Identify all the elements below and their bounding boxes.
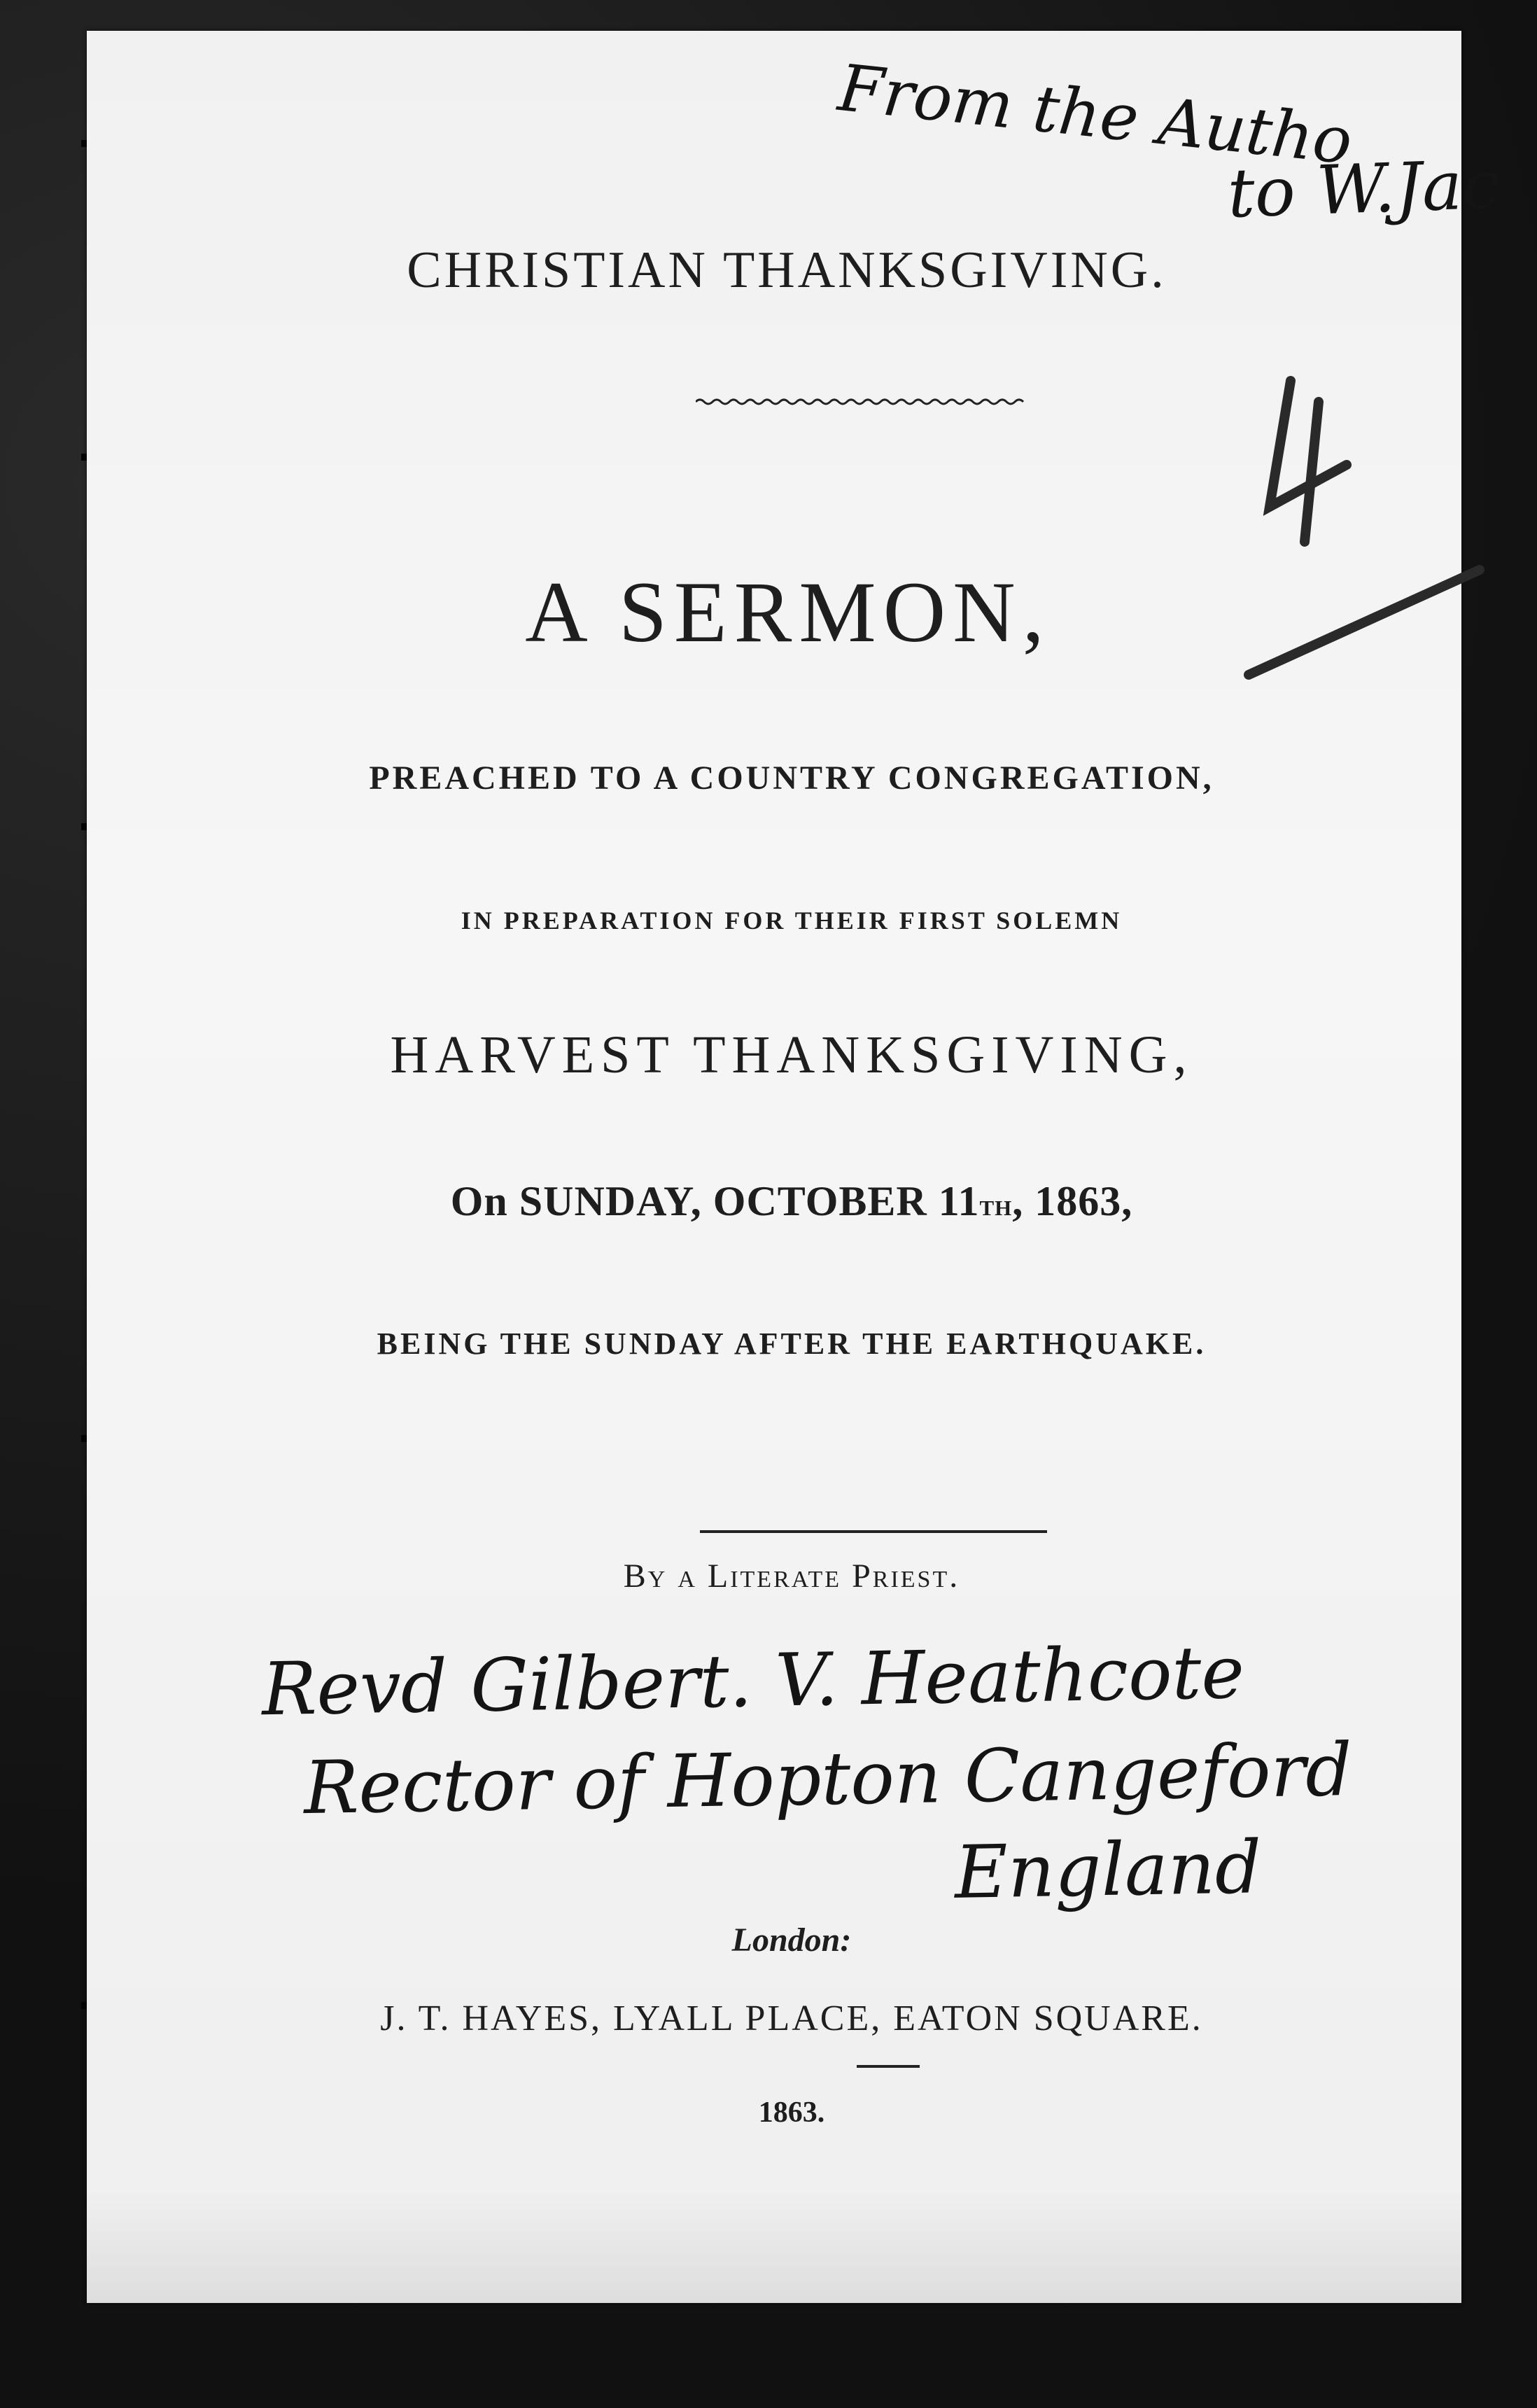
date-year: , 1863, [1012,1178,1133,1224]
preparation-line: IN PREPARATION FOR THEIR FIRST SOLEMN [461,906,1123,934]
earthquake-line: BEING THE SUNDAY AFTER THE EARTHQUAKE. [377,1326,1207,1361]
main-title: A SERMON, [525,564,1051,660]
short-rule [857,2065,920,2068]
date-line [87,1177,1461,1226]
handwritten-author-role: Rector of Hopton Cangeford [303,1726,1353,1831]
publication-year: 1863. [758,2096,825,2129]
handwritten-author-country: England [953,1824,1263,1915]
handwritten-inscription-line-1: From the Autho [834,50,1356,179]
title-page [87,31,1501,2303]
handwritten-inscription-line-2: to W.Jac [1226,145,1501,233]
handwritten-author-name: Revd Gilbert. V. Heathcote [261,1629,1245,1732]
date-ordinal: th [979,1188,1013,1222]
imprint-place: London: [731,1921,852,1959]
byline: By a Literate Priest. [623,1558,960,1595]
harvest-line: HARVEST THANKSGIVING, [390,1026,1193,1084]
running-title: CHRISTIAN THANKSGIVING. [407,241,1167,299]
pencil-number-mark [1242,360,1494,724]
wavy-rule [696,395,1025,409]
publisher-line: J. T. HAYES, LYALL PLACE, EATON SQUARE. [380,1998,1203,2038]
preached-line: PREACHED TO A COUNTRY CONGREGATION, [369,760,1214,797]
date-prefix: On SUNDAY, OCTOBER 11 [450,1178,980,1224]
divider-rule [700,1530,1047,1533]
